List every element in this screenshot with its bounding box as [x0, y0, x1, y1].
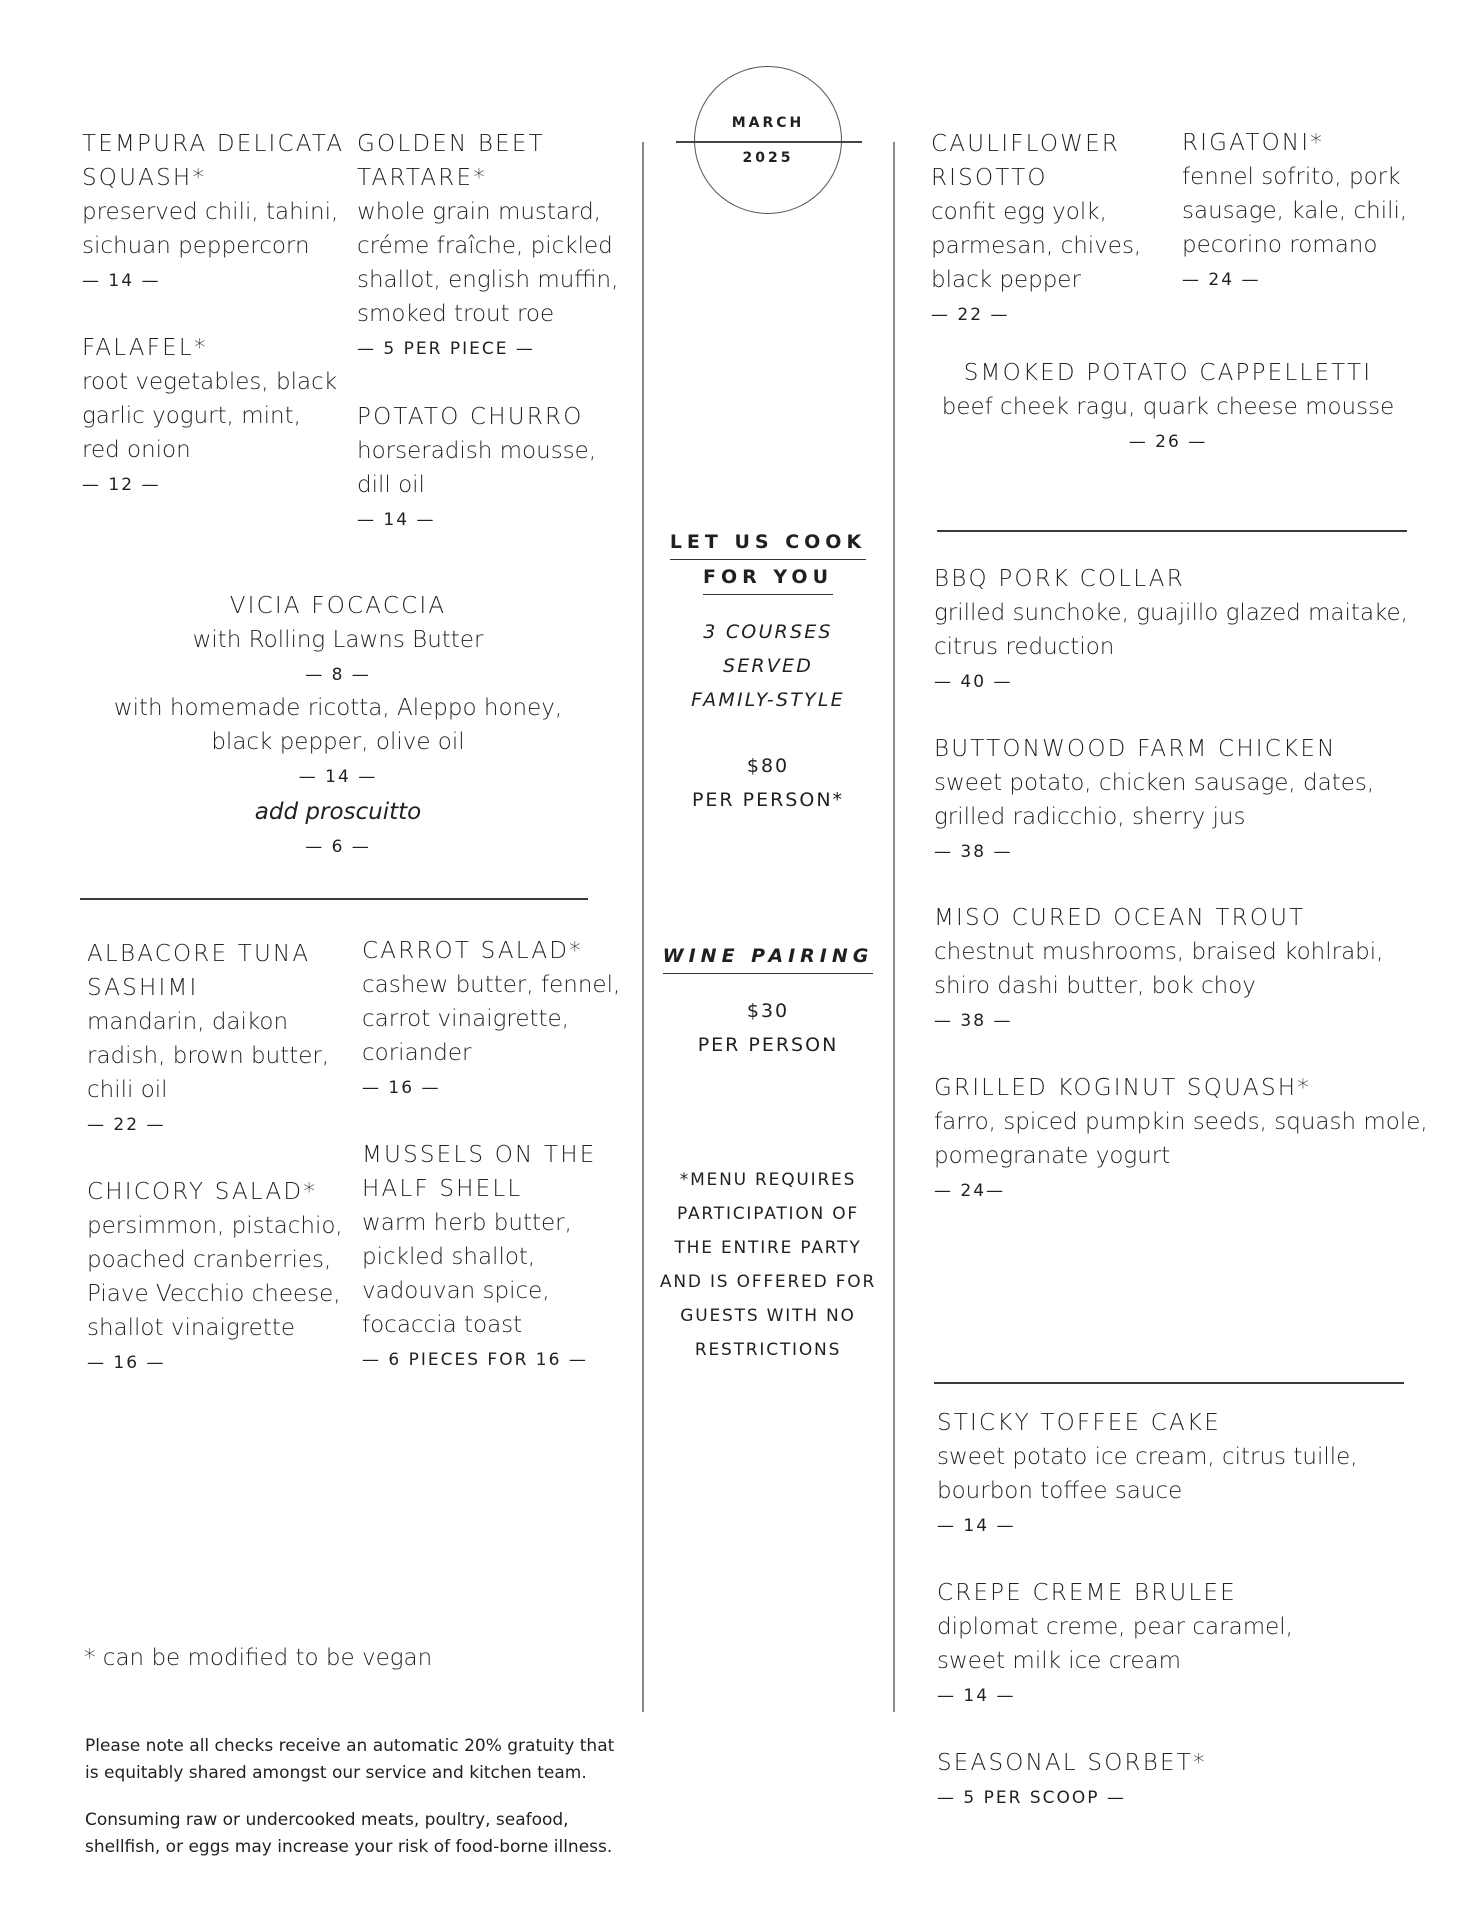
menu-item: [362, 934, 620, 1104]
item-price: — 14 —: [937, 1516, 1016, 1536]
item-price: — 40 —: [934, 672, 1013, 692]
item-name: CREPE CREME BRULEE: [937, 1580, 1237, 1606]
item-description: diplomat creme, pear caramel, sweet milk ice cream: [937, 1614, 1293, 1674]
item-name: CAULIFLOWER RISOTTO: [931, 131, 1121, 191]
item-name: CHICORY SALAD*: [87, 1179, 318, 1205]
focaccia-ricotta-price: — 14 —: [298, 767, 378, 787]
focaccia-butter-option: with Rolling Lawns Butter: [192, 627, 484, 653]
item-price: — 22 —: [87, 1115, 166, 1135]
cook-heading-line2-text: FOR YOU: [703, 560, 833, 595]
item-price: — 5 PER SCOOP —: [937, 1788, 1126, 1808]
raw-food-warning: Consuming raw or undercooked meats, poultry, seafood, shellfish, or eggs may increase your risk of food-borne illness.: [85, 1810, 613, 1857]
item-name: GRILLED KOGINUT SQUASH*: [934, 1075, 1311, 1101]
focaccia-butter-price: — 8 —: [305, 665, 371, 685]
item-name: SMOKED POTATO CAPPELLETTI: [963, 360, 1373, 386]
date-badge-circle: [694, 66, 842, 214]
item-price: — 38 —: [934, 842, 1013, 862]
menu-item: [362, 1138, 596, 1376]
item-name: CARROT SALAD*: [362, 938, 583, 964]
item-description: beef cheek ragu, quark cheese mousse: [941, 394, 1395, 420]
item-description: horseradish mousse, dill oil: [357, 438, 597, 498]
item-name: BUTTONWOOD FARM CHICKEN: [934, 736, 1337, 762]
item-price: — 24—: [934, 1181, 1006, 1201]
item-price: — 16 —: [362, 1078, 441, 1098]
wine-pairing-price: $30 PER PERSON: [697, 1000, 839, 1056]
item-description: farro, spiced pumpkin seeds, squash mole, pomegranate yogurt: [934, 1109, 1428, 1169]
focaccia-addon-price: — 6 —: [305, 837, 371, 857]
item-description: confit egg yolk, parmesan, chives, black pepper: [931, 199, 1142, 293]
item-price: — 22 —: [931, 305, 1010, 325]
item-name: MISO CURED OCEAN TROUT: [934, 905, 1306, 931]
wine-pairing-heading-text: WINE PAIRING: [663, 939, 874, 974]
item-description: preserved chili, tahini, sichuan peppercorn: [82, 199, 339, 259]
item-description: sweet potato, chicken sausage, dates, grilled radicchio, sherry jus: [934, 770, 1375, 830]
wine-pairing-heading: [652, 939, 884, 974]
item-name: RIGATONI*: [1182, 130, 1324, 156]
right-section-divider-mains: [937, 530, 1407, 532]
item-name: ALBACORE TUNA SASHIMI: [87, 941, 311, 1001]
item-price: — 5 PER PIECE —: [357, 339, 535, 359]
menu-item: [934, 732, 1374, 868]
badge-year: 2025: [742, 150, 794, 166]
item-description: persimmon, pistachio, poached cranberries, Piave Vecchio cheese, shallot vinaigrette: [87, 1213, 343, 1341]
menu-item: [931, 127, 1141, 331]
date-badge-line: [676, 141, 862, 143]
item-name: GOLDEN BEET TARTARE*: [357, 131, 545, 191]
vegan-note: * can be modified to be vegan: [84, 1645, 433, 1671]
item-price: — 26 —: [1128, 432, 1208, 452]
item-price: — 16 —: [87, 1353, 166, 1373]
item-description: chestnut mushrooms, braised kohlrabi, shiro dashi butter, bok choy: [934, 939, 1384, 999]
item-price: — 24 —: [1182, 270, 1261, 290]
item-price: — 14 —: [82, 271, 161, 291]
focaccia-ricotta-option: with homemade ricotta, Aleppo honey, black pepper, olive oil: [113, 695, 563, 755]
menu-item: [82, 127, 344, 297]
item-price: — 14 —: [357, 510, 436, 530]
item-description: mandarin, daikon radish, brown butter, chili oil: [87, 1009, 330, 1103]
gratuity-note: Please note all checks receive an automatic 20% gratuity that is equitably shared amongst our service and kitchen team.: [85, 1736, 615, 1783]
menu-item: [87, 937, 329, 1141]
menu-item: [934, 901, 1383, 1037]
item-price: — 6 PIECES FOR 16 —: [362, 1350, 588, 1370]
menu-item: [937, 1576, 1293, 1712]
item-name: SEASONAL SORBET*: [937, 1750, 1207, 1776]
date-badge: [694, 66, 842, 214]
item-price: — 14 —: [937, 1686, 1016, 1706]
menu-requirements-note: *MENU REQUIRES PARTICIPATION OF THE ENTIRE PARTY AND IS OFFERED FOR GUESTS WITH NO RESTRICTIONS: [659, 1170, 877, 1360]
focaccia-block: [82, 589, 594, 863]
tasting-menu-panel: [652, 525, 884, 817]
wine-pairing-panel: [652, 939, 884, 1062]
tasting-price: $80 PER PERSON*: [691, 755, 845, 811]
item-description: sweet potato ice cream, citrus tuille, bourbon toffee sauce: [937, 1444, 1358, 1504]
item-name: TEMPURA DELICATA SQUASH*: [82, 131, 345, 191]
right-section-divider-desserts: [934, 1382, 1404, 1384]
item-name: STICKY TOFFEE CAKE: [937, 1410, 1221, 1436]
cook-heading-line1: [652, 525, 884, 560]
menu-item: [937, 1406, 1358, 1542]
item-price: — 38 —: [934, 1011, 1013, 1031]
item-description: warm herb butter, pickled shallot, vadouvan spice, focaccia toast: [362, 1210, 572, 1338]
menu-item: [934, 1071, 1428, 1207]
menu-item: [82, 331, 337, 501]
menu-item: [918, 356, 1418, 458]
item-description: root vegetables, black garlic yogurt, mint, red onion: [82, 369, 338, 463]
cook-heading-line1-text: LET US COOK: [670, 525, 866, 560]
item-name: BBQ PORK COLLAR: [934, 566, 1185, 592]
menu-item: [357, 400, 596, 536]
right-column-divider: [893, 142, 895, 1712]
menu-item: [934, 562, 1408, 698]
menu-item: [937, 1746, 1207, 1814]
left-section-divider: [80, 898, 588, 900]
item-description: cashew butter, fennel, carrot vinaigrette, coriander: [362, 972, 621, 1066]
menu-item: [1182, 126, 1407, 296]
item-description: grilled sunchoke, guajillo glazed maitake, citrus reduction: [934, 600, 1408, 660]
item-description: whole grain mustard, créme fraîche, pickled shallot, english muffin, smoked trout roe: [357, 199, 619, 327]
item-name: MUSSELS ON THE HALF SHELL: [362, 1142, 597, 1202]
menu-item: [357, 127, 618, 365]
courses-description: 3 COURSES SERVED FAMILY-STYLE: [691, 621, 845, 711]
focaccia-name: VICIA FOCACCIA: [229, 593, 447, 619]
focaccia-addon: add proscuitto: [254, 799, 422, 825]
item-name: POTATO CHURRO: [357, 404, 584, 430]
badge-month: MARCH: [731, 115, 805, 131]
item-price: — 12 —: [82, 475, 161, 495]
menu-item: [87, 1175, 343, 1379]
cook-heading-line2: [652, 560, 884, 595]
item-description: fennel sofrito, pork sausage, kale, chili, pecorino romano: [1182, 164, 1408, 258]
item-name: FALAFEL*: [82, 335, 208, 361]
left-column-divider: [642, 142, 644, 1712]
